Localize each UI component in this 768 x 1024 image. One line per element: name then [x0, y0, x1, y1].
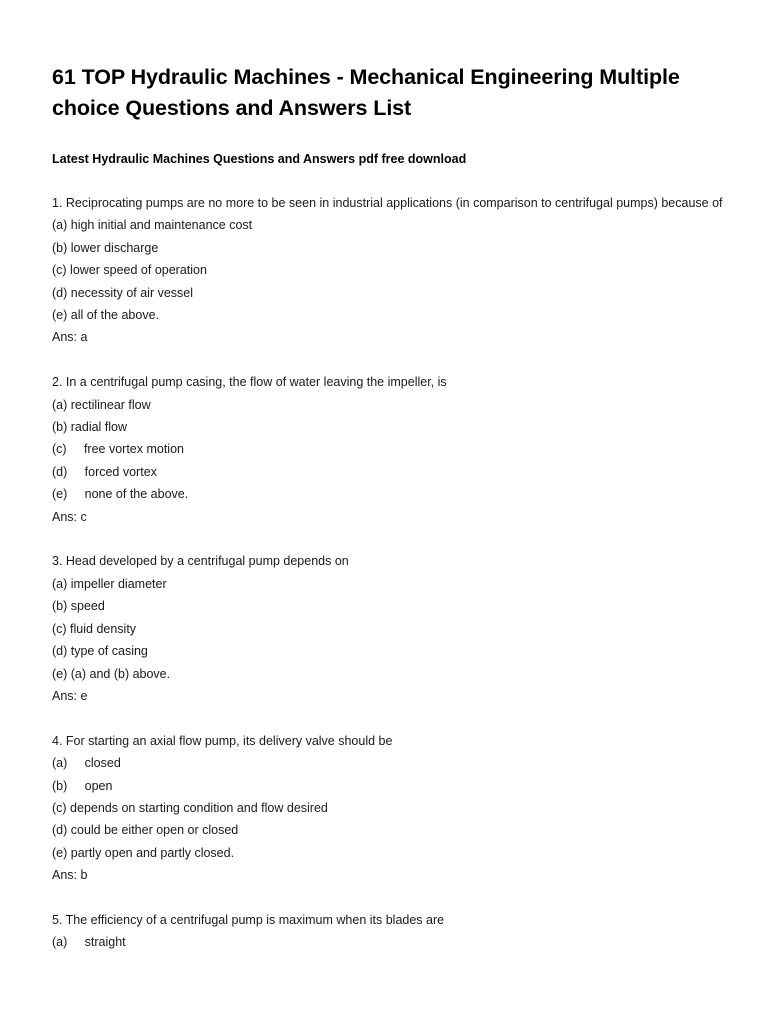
answer-option: (c) depends on starting condition and flow desired [52, 800, 328, 815]
answer-option: (b) speed [52, 599, 105, 614]
answer-option: (a) closed [52, 756, 121, 771]
question-block [52, 550, 742, 707]
answer-key: Ans: b [52, 868, 88, 883]
question-text: 5. The efficiency of a centrifugal pump is maximum when its blades are [52, 912, 445, 927]
answer-option: (a) high initial and maintenance cost [52, 218, 253, 233]
question-text: 3. Head developed by a centrifugal pump depends on [52, 554, 349, 569]
answer-option: (b) radial flow [52, 420, 128, 435]
answer-key: Ans: c [52, 509, 87, 524]
question-text: 2. In a centrifugal pump casing, the flow of water leaving the impeller, is [52, 375, 447, 390]
answer-option: (d) necessity of air vessel [52, 285, 194, 300]
answer-option: (b) lower discharge [52, 240, 159, 255]
page-subtitle: Latest Hydraulic Machines Questions and Answers pdf free download [52, 152, 467, 166]
question-text: 1. Reciprocating pumps are no more to be seen in industrial applications (in comparison to centrifugal pumps) because of [52, 196, 723, 210]
answer-option: (e) none of the above. [52, 487, 189, 502]
answer-option: (a) impeller diameter [52, 576, 167, 591]
answer-option: (a) rectilinear flow [52, 397, 151, 412]
question-block [52, 371, 742, 528]
answer-option: (d) could be either open or closed [52, 823, 239, 838]
answer-option: (c) fluid density [52, 621, 137, 636]
answer-key: Ans: e [52, 688, 88, 703]
answer-option: (e) (a) and (b) above. [52, 666, 171, 681]
answer-option: (a) straight [52, 935, 126, 950]
answer-option: (c) lower speed of operation [52, 263, 207, 278]
answer-option: (d) type of casing [52, 644, 148, 659]
question-block [52, 192, 742, 349]
answer-option: (d) forced vortex [52, 464, 157, 479]
question-block [52, 909, 742, 954]
page-title: 61 TOP Hydraulic Machines - Mechanical Engineering Multiple choice Questions and Answers List [52, 65, 680, 120]
question-block [52, 730, 742, 887]
answer-option: (c) free vortex motion [52, 442, 184, 457]
answer-option: (b) open [52, 778, 113, 793]
answer-key: Ans: a [52, 330, 88, 345]
answer-option: (e) partly open and partly closed. [52, 845, 235, 860]
answer-option: (e) all of the above. [52, 308, 160, 323]
question-list [52, 192, 742, 976]
question-text: 4. For starting an axial flow pump, its delivery valve should be [52, 733, 393, 748]
